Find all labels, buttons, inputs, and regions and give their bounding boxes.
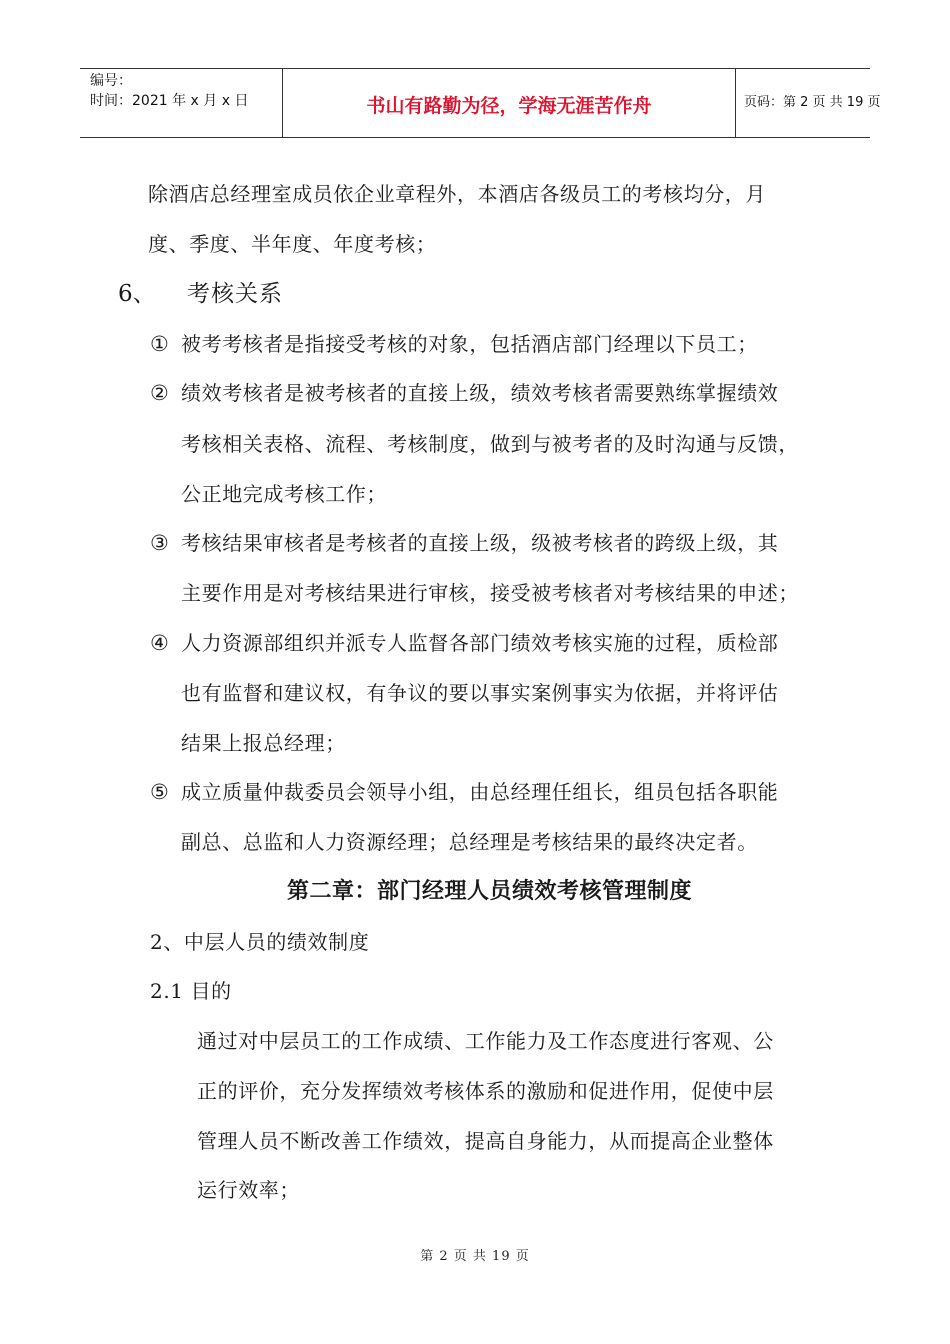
- document-date: 时间：2021 年 x 月 x 日: [90, 93, 249, 109]
- document-number-label: 编号：: [90, 73, 132, 89]
- item-line: 人力资源部组织并派专人监督各部门绩效考核实施的过程，质检部: [181, 631, 779, 655]
- item-line: 绩效考核者是被考核者的直接上级，绩效考核者需要熟练掌握绩效: [181, 381, 779, 405]
- chapter-title: 第二章：部门经理人员绩效考核管理制度: [287, 879, 693, 904]
- section-number: 6、: [118, 281, 156, 307]
- page-header: [80, 68, 881, 138]
- item-marker: ④: [150, 631, 169, 655]
- item-marker: ②: [150, 381, 169, 405]
- item-line: 考核相关表格、流程、考核制度，做到与被考者的及时沟通与反馈，: [181, 432, 799, 456]
- item-line: 成立质量仲裁委员会领导小组，由总经理任组长，组员包括各职能: [181, 780, 779, 804]
- item-line: 主要作用是对考核结果进行审核，接受被考核者对考核结果的申述；: [181, 581, 799, 605]
- page-footer: 第 2 页 共 19 页: [420, 1249, 530, 1264]
- item-line: 考核结果审核者是考核者的直接上级，级被考核者的跨级上级，其: [181, 531, 779, 555]
- header-page-cell: [735, 69, 881, 137]
- item-line: 也有监督和建议权，有争议的要以事实案例事实为依据，并将评估: [181, 681, 779, 705]
- sub-sub-heading: 2.1 目的: [150, 979, 232, 1003]
- item-marker: ③: [150, 531, 169, 555]
- intro-line-2: 度、季度、半年度、年度考核；: [148, 232, 437, 256]
- purpose-line: 管理人员不断改善工作绩效，提高自身能力，从而提高企业整体: [197, 1129, 774, 1153]
- item-line: 被考考核者是指接受考核的对象，包括酒店部门经理以下员工；: [181, 332, 758, 356]
- intro-line-1: 除酒店总经理室成员依企业章程外，本酒店各级员工的考核均分，月: [148, 182, 766, 206]
- header-page-code: 页码：第 2 页 共 19 页: [744, 95, 881, 110]
- section-title: 考核关系: [187, 281, 283, 307]
- item-line: 结果上报总经理；: [181, 731, 346, 755]
- sub-heading: 2、中层人员的绩效制度: [150, 930, 370, 954]
- item-line: 公正地完成考核工作；: [181, 482, 387, 506]
- item-marker: ①: [150, 332, 169, 356]
- purpose-line: 运行效率；: [197, 1178, 300, 1202]
- header-motto: 书山有路勤为径，学海无涯苦作舟: [366, 95, 652, 117]
- item-marker: ⑤: [150, 780, 169, 804]
- header-meta-cell: [80, 69, 282, 137]
- purpose-line: 通过对中层员工的工作成绩、工作能力及工作态度进行客观、公: [197, 1029, 774, 1053]
- item-line: 副总、总监和人力资源经理；总经理是考核结果的最终决定者。: [181, 830, 758, 854]
- purpose-line: 正的评价，充分发挥绩效考核体系的激励和促进作用，促使中层: [197, 1079, 774, 1103]
- header-motto-cell: [282, 69, 736, 137]
